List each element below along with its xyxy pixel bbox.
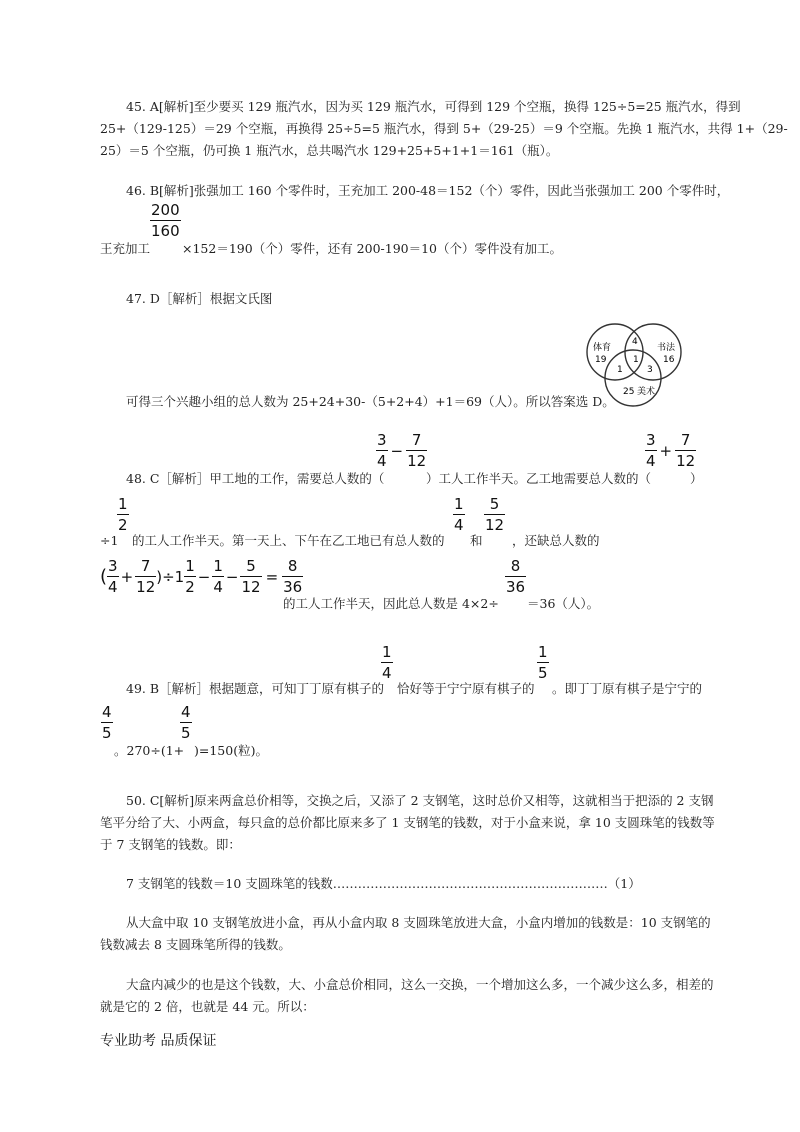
- p49-line1a: 49. B［解析］根据题意，可知丁丁原有棋子的: [126, 681, 385, 696]
- venn-value-sports-calligraphy: 4: [632, 337, 638, 347]
- fraction-1-4: 1 4: [454, 495, 464, 534]
- p47-line1: 47. D［解析］根据文氏图: [126, 291, 273, 306]
- p47-line2: 可得三个兴趣小组的总人数为 25+24+30-（5+2+4）+1＝69（人）。所以答案选 D。: [126, 394, 615, 409]
- p50-line4: 从大盒中取 10 支钢笔放进小盒，再从小盒内取 8 支圆珠笔放进大盒，小盒内增加的钱数是：10 支钢笔的: [126, 915, 711, 930]
- fraction-4-5-a: 4 5: [102, 703, 112, 742]
- venn-label-calligraphy: 书法: [657, 343, 676, 353]
- p48-line2d: ，还缺总人数的: [512, 533, 600, 548]
- p49-line2b: )=150(粒)。: [194, 743, 268, 758]
- fraction-1-5: 1 5: [538, 643, 548, 682]
- p48-line3a: 的工人工作半天，因此总人数是 4×2÷: [283, 596, 499, 611]
- page-footer: 专业助考 品质保证: [100, 1033, 217, 1049]
- p45-line1: 45. A[解析]至少要买 129 瓶汽水，因为买 129 瓶汽水，可得到 129 个空瓶，换得 125÷5=25 瓶汽水，得到: [126, 99, 741, 114]
- venn-value-art: 25: [623, 387, 635, 397]
- p49-line2a: 。270÷(1+: [114, 743, 185, 758]
- venn-value-all: 1: [633, 355, 639, 365]
- fraction-8-36: 8 36: [506, 557, 526, 596]
- expr-3-4-minus-7-12: $\frac{3}{4}$ − $\frac{7}{12}$: [377, 431, 427, 470]
- venn-value-calligraphy-art: 3: [647, 365, 653, 375]
- p50-line2: 笔平分给了大、小两盒，每只盒的总价都比原来多了 1 支钢笔的钱数，对于小盒来说，拿 10 支圆珠笔的钱数等: [100, 815, 715, 830]
- p45-line3: 25）＝5 个空瓶，仍可换 1 瓶汽水，总共喝汽水 129+25+5+1+1＝161（瓶）。: [100, 143, 559, 158]
- p50-line6: 大盒内减少的也是这个钱数，大、小盒总价相同，这么一交换，一个增加这么多，一个减少这么多，相差的: [126, 977, 714, 992]
- venn-value-sports: 19: [595, 355, 607, 365]
- p50-equation-1: 7 支钢笔的钱数＝10 支圆珠笔的钱数…………………………………………………………（1）: [126, 876, 641, 891]
- p48-line3b: ＝36（人）。: [527, 596, 600, 611]
- p49-line1c: 。即丁丁原有棋子是宁宁的: [552, 681, 703, 696]
- p48-line2b: 的工人工作半天。第一天上、下午在乙工地已有总人数的: [132, 533, 445, 548]
- p48-line1a: 48. C［解析］甲工地的工作，需要总人数的（: [126, 471, 385, 486]
- p48-line1c: ）: [690, 471, 703, 486]
- p50-line5: 钱数减去 8 支圆珠笔所得的钱数。: [100, 937, 291, 952]
- expr-big-calculation: ( $\frac{3}{4}$ + $\frac{7}{12}$ )÷1 $\frac{1}{2}$ − $\frac{1}{4}$ − $\frac{5}{12}$ = $\frac{8}{36}$: [100, 557, 303, 596]
- p48-line2c: 和: [470, 533, 483, 548]
- fraction-200-160: 200 160: [151, 201, 180, 240]
- venn-label-art: 美术: [637, 387, 656, 397]
- p48-line2a: ÷1: [100, 533, 119, 548]
- expr-3-4-plus-7-12: $\frac{3}{4}$ + $\frac{7}{12}$: [646, 431, 696, 470]
- venn-value-calligraphy: 16: [663, 355, 675, 365]
- p45-line2: 25+（129-125）＝29 个空瓶，再换得 25÷5=5 瓶汽水，得到 5+（29-25）＝9 个空瓶。先换 1 瓶汽水，共得 1+（29-: [100, 121, 788, 136]
- p50-line7: 就是它的 2 倍，也就是 44 元。所以：: [100, 999, 315, 1014]
- p50-line3: 于 7 支钢笔的钱数。即：: [100, 837, 241, 852]
- venn-label-sports: 体育: [593, 343, 612, 353]
- fraction-1-2: 1 2: [118, 495, 128, 534]
- p46-line2a: 王充加工: [100, 241, 151, 256]
- p46-line2b: ×152＝190（个）零件，还有 200-190＝10（个）零件没有加工。: [182, 241, 563, 256]
- venn-value-sports-art: 1: [617, 365, 623, 375]
- fraction-4-5-b: 4 5: [181, 703, 191, 742]
- p46-line1: 46. B[解析]张强加工 160 个零件时，王充加工 200-48＝152（个）零件，因此当张强加工 200 个零件时，: [126, 183, 730, 198]
- fraction-1-4-b: 1 4: [382, 643, 392, 682]
- p50-line1: 50. C[解析]原来两盒总价相等，交换之后，又添了 2 支钢笔，这时总价又相等，这就相当于把添的 2 支钢: [126, 793, 714, 808]
- p49-line1b: 恰好等于宁宁原有棋子的: [397, 681, 535, 696]
- fraction-5-12: 5 12: [485, 495, 505, 534]
- p48-line1b: ）工人工作半天。乙工地需要总人数的（: [426, 471, 652, 486]
